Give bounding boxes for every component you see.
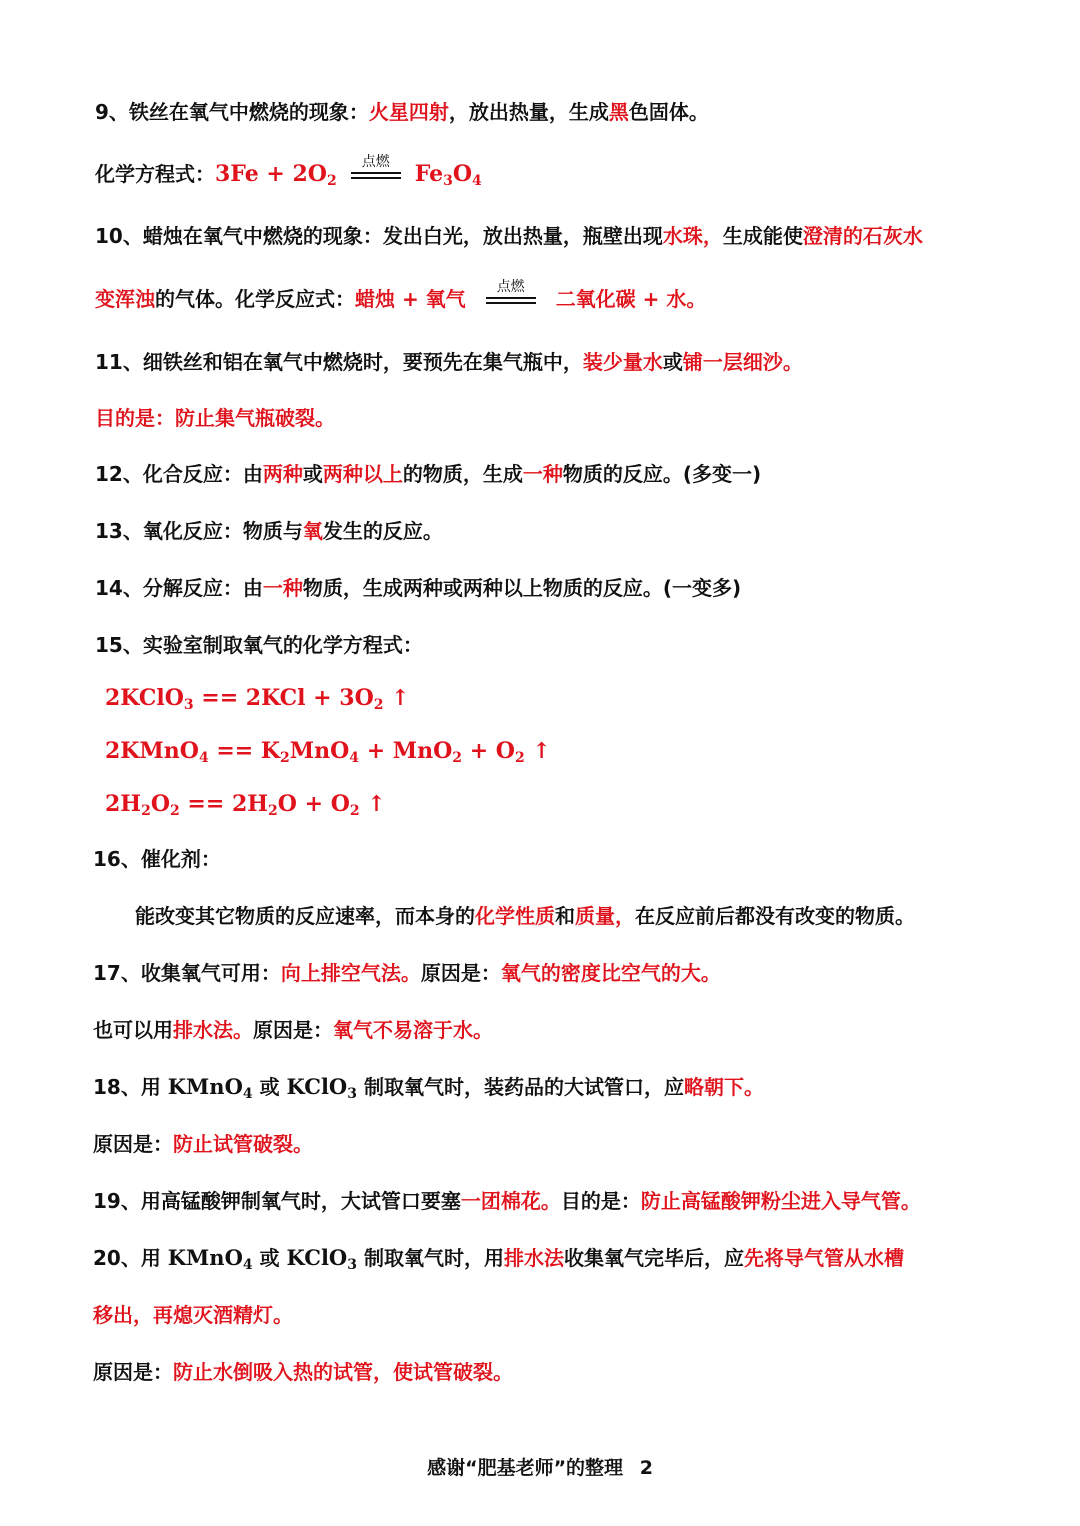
item-12 bbox=[95, 460, 1040, 488]
equation-reactants: $3Fe + 2O_2$ bbox=[215, 161, 337, 189]
text: 或 bbox=[252, 1075, 287, 1099]
page-footer bbox=[0, 1453, 1080, 1480]
text: 收集氧气完毕后，应 bbox=[563, 1246, 744, 1270]
reactants: 蜡烛 + 氧气 bbox=[355, 287, 466, 311]
text: 12、化合反应：由 bbox=[95, 462, 263, 486]
item-19 bbox=[93, 1187, 1040, 1215]
text: 和 bbox=[555, 904, 575, 928]
highlight: 一团棉花。 bbox=[460, 1189, 561, 1213]
item-17 bbox=[93, 959, 1040, 987]
item-17-alt bbox=[93, 1016, 1040, 1044]
highlight: 排水法。 bbox=[173, 1018, 253, 1042]
text: 原因是： bbox=[93, 1360, 173, 1384]
highlight: 质量， bbox=[575, 904, 635, 928]
text: 发生的反应。 bbox=[322, 519, 443, 543]
text: ，放出热量，生成 bbox=[448, 100, 609, 124]
text: 制取氧气时，用 bbox=[356, 1246, 504, 1270]
text: 11、细铁丝和铝在氧气中燃烧时，要预先在集气瓶中， bbox=[95, 350, 583, 374]
highlight: 略朝下。 bbox=[683, 1075, 764, 1099]
text: 13、氧化反应：物质与 bbox=[95, 519, 303, 543]
text: 制取氧气时，装药品的大试管口，应 bbox=[356, 1075, 684, 1099]
text: 或 bbox=[252, 1246, 287, 1270]
highlight: 黑 bbox=[608, 100, 629, 124]
text: 也可以用 bbox=[93, 1018, 173, 1042]
highlight: 两种以上 bbox=[322, 462, 403, 486]
item-16-definition bbox=[135, 902, 1040, 930]
condition-arrow: 点燃 bbox=[351, 162, 401, 190]
text: 的气体。化学反应式： bbox=[155, 287, 355, 311]
formula-kclo3: KClO$_3$ bbox=[286, 1074, 357, 1102]
text: 9、铁丝在氧气中燃烧的现象： bbox=[95, 100, 369, 124]
item-16-heading: 16、催化剂： bbox=[93, 847, 221, 871]
highlight: 向上排空气法。 bbox=[280, 961, 421, 985]
item-11 bbox=[95, 348, 1040, 376]
equation-h2o2: $2H_2O_2 == 2H_2O + O_2$ ↑ bbox=[105, 791, 386, 819]
highlight: 防止试管破裂。 bbox=[173, 1132, 313, 1156]
item-11-purpose: 目的是：防止集气瓶破裂。 bbox=[95, 406, 335, 430]
highlight: 火星四射 bbox=[368, 100, 449, 124]
item-13 bbox=[95, 517, 1040, 545]
text: 能改变其它物质的反应速率，而本身的 bbox=[135, 904, 475, 928]
highlight: 铺一层细沙。 bbox=[682, 350, 803, 374]
item-9-equation bbox=[95, 153, 1040, 190]
highlight: 防止水倒吸入热的试管，使试管破裂。 bbox=[173, 1360, 513, 1384]
highlight: 澄清的石灰水 bbox=[802, 224, 923, 248]
item-15-heading: 15、实验室制取氧气的化学方程式： bbox=[95, 633, 423, 657]
text: 原因是： bbox=[93, 1132, 173, 1156]
text: 目的是： bbox=[560, 1189, 641, 1213]
text: 18、用 bbox=[93, 1075, 168, 1099]
equation-kmno4: 2KMnO$_4$ == $K_2MnO_4 + MnO_2 + O_2$ ↑ bbox=[105, 738, 551, 766]
formula-kmno4: KMnO$_4$ bbox=[167, 1245, 253, 1273]
text: 在反应前后都没有改变的物质。 bbox=[635, 904, 915, 928]
highlight: 防止高锰酸钾粉尘进入导气管。 bbox=[640, 1189, 921, 1213]
item-10-phenomenon bbox=[95, 222, 1040, 250]
footer-credit: 感谢“肥基老师”的整理 bbox=[427, 1457, 624, 1479]
text: 物质的反应。(多变一) bbox=[562, 462, 762, 486]
text: 生成能使 bbox=[722, 224, 803, 248]
item-18-reason bbox=[93, 1130, 1040, 1158]
page-number: 2 bbox=[639, 1457, 653, 1479]
highlight: 氧气的密度比空气的大。 bbox=[500, 961, 721, 985]
highlight: 化学性质 bbox=[475, 904, 555, 928]
text: 或 bbox=[662, 350, 683, 374]
text: 或 bbox=[302, 462, 323, 486]
text: 原因是： bbox=[253, 1018, 333, 1042]
highlight: 氧气不易溶于水。 bbox=[333, 1018, 493, 1042]
formula-kmno4: KMnO$_4$ bbox=[167, 1074, 253, 1102]
condition-arrow: 点燃 bbox=[486, 287, 536, 315]
equation-kclo3: 2KClO$_3$ == $2KCl + 3O_2$ ↑ bbox=[105, 685, 410, 713]
item-18 bbox=[93, 1073, 1040, 1101]
item-20 bbox=[93, 1244, 1040, 1272]
highlight: 先将导气管从水槽 bbox=[743, 1246, 904, 1270]
text: 的物质，生成 bbox=[402, 462, 523, 486]
highlight: 一种 bbox=[262, 576, 303, 600]
text: 10、蜡烛在氧气中燃烧的现象：发出白光，放出热量，瓶壁出现 bbox=[95, 224, 663, 248]
text: 物质，生成两种或两种以上物质的反应。(一变多) bbox=[302, 576, 742, 600]
item-9-phenomenon bbox=[95, 98, 1040, 126]
item-20-reason bbox=[93, 1358, 1040, 1386]
text: 原因是： bbox=[420, 961, 501, 985]
highlight: 装少量水 bbox=[582, 350, 663, 374]
formula-kclo3: KClO$_3$ bbox=[286, 1245, 357, 1273]
item-20-continuation: 移出，再熄灭酒精灯。 bbox=[93, 1303, 293, 1327]
text: 19、用高锰酸钾制氧气时，大试管口要塞 bbox=[93, 1189, 461, 1213]
highlight: 变浑浊 bbox=[95, 287, 155, 311]
text: 20、用 bbox=[93, 1246, 168, 1270]
text: 14、分解反应：由 bbox=[95, 576, 263, 600]
text: 色固体。 bbox=[628, 100, 709, 124]
products: 二氧化碳 + 水。 bbox=[555, 287, 707, 311]
equation-label: 化学方程式： bbox=[95, 162, 215, 186]
item-10-equation bbox=[95, 278, 1040, 315]
highlight: 一种 bbox=[522, 462, 563, 486]
highlight: 水珠， bbox=[662, 224, 723, 248]
highlight: 两种 bbox=[262, 462, 303, 486]
equation-product: $Fe_3O_4$ bbox=[414, 161, 482, 189]
item-14 bbox=[95, 574, 1040, 602]
text: 17、收集氧气可用： bbox=[93, 961, 281, 985]
highlight: 排水法 bbox=[503, 1246, 564, 1270]
highlight: 氧 bbox=[302, 519, 323, 543]
